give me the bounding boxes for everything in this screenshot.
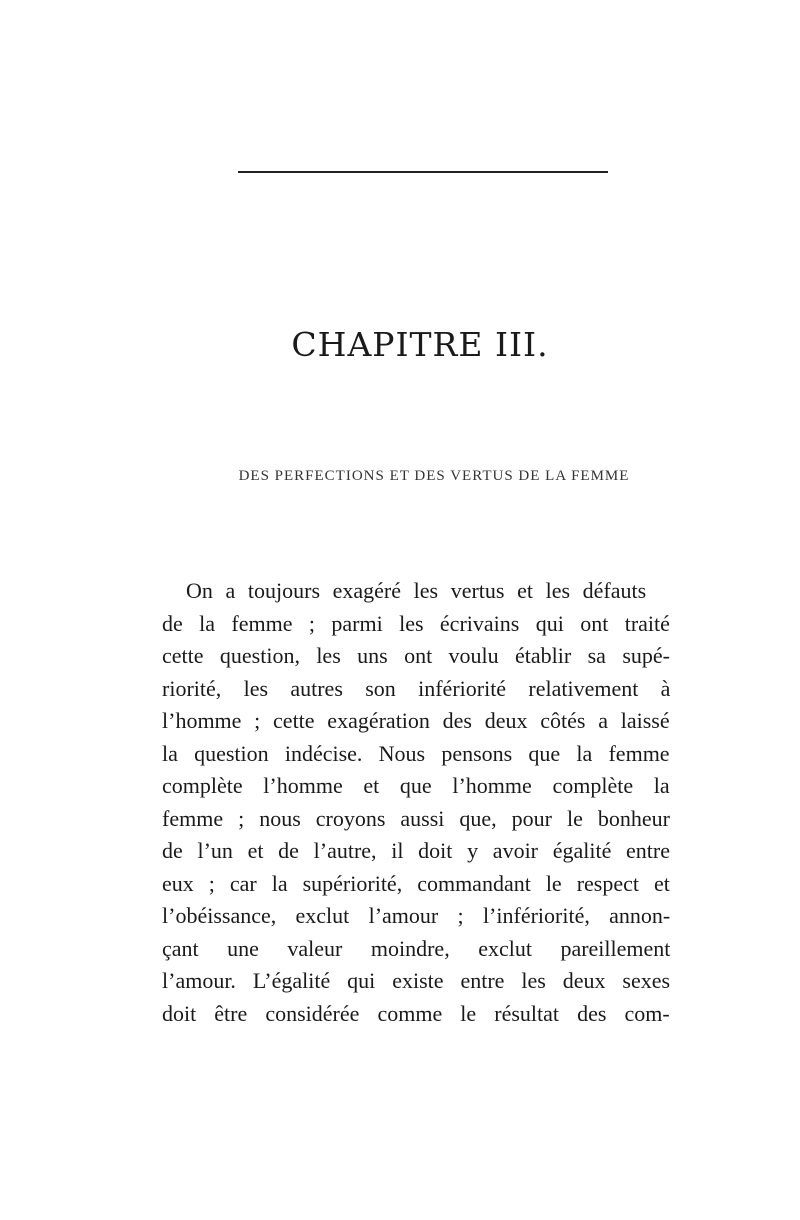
paragraph-line: doit être considérée comme le résultat des com- — [162, 1000, 670, 1026]
paragraph-line: On a toujours exagéré les vertus et les défauts — [186, 578, 647, 603]
paragraph-line: femme ; nous croyons aussi que, pour le bonheur — [162, 805, 670, 831]
paragraph-line: la question indécise. Nous pensons que la femme — [162, 740, 670, 766]
top-rule — [238, 171, 608, 173]
paragraph-line: de l’un et de l’autre, il doit y avoir égalité entre — [162, 838, 671, 863]
paragraph-line: riorité, les autres son infériorité relativement à — [162, 675, 671, 701]
paragraph-line: eux ; car la supériorité, commandant le respect et — [162, 870, 670, 896]
paragraph-line: l’homme ; cette exagération des deux côtés a laissé — [162, 708, 670, 733]
body-paragraph — [162, 575, 670, 1030]
paragraph-line: cette question, les uns ont voulu établir sa supé- — [162, 643, 670, 668]
paragraph-line: de la femme ; parmi les écrivains qui ont traité — [162, 610, 670, 636]
chapter-subtitle: DES PERFECTIONS ET DES VERTUS DE LA FEMME — [238, 468, 630, 484]
paragraph-line: l’amour. L’égalité qui existe entre les deux sexes — [162, 968, 671, 993]
chapter-title: CHAPITRE III. — [291, 325, 549, 364]
paragraph-line: l’obéissance, exclut l’amour ; l’infériorité, annon- — [162, 903, 671, 928]
paragraph-line: complète l’homme et que l’homme complète la — [162, 773, 670, 798]
paragraph-line: çant une valeur moindre, exclut pareillement — [162, 935, 671, 961]
